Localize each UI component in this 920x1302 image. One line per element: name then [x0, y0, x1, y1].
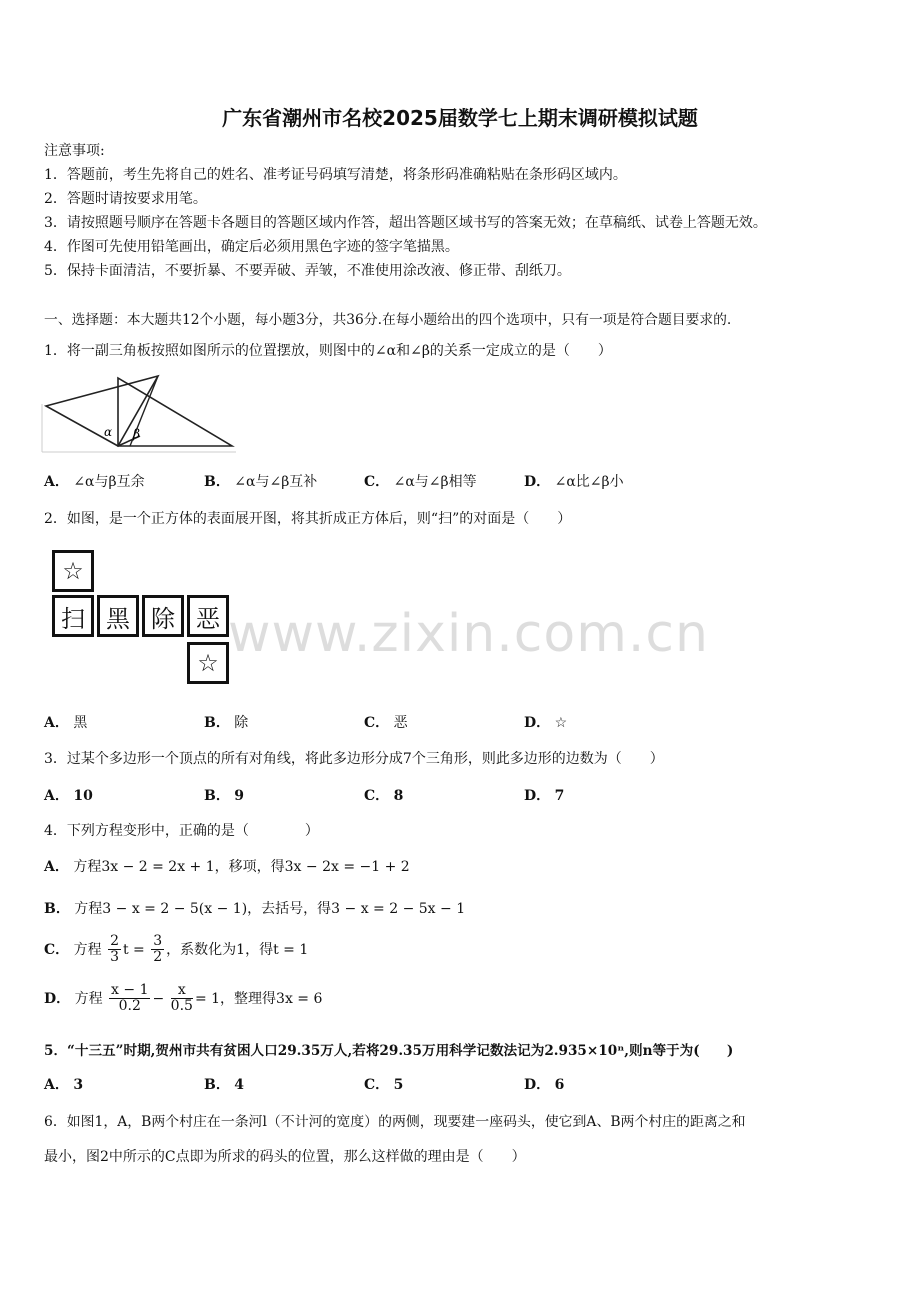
fraction: $\frac{x}{0.5}$ — [170, 982, 193, 1015]
cube-net — [52, 550, 238, 690]
notice-item: 4．作图可先使用铅笔画出，确定后必须用黑色字迹的签字笔描黑。 — [44, 239, 459, 255]
option-d[interactable]: D． 6 — [524, 1077, 565, 1093]
option-d[interactable]: D． ∠α比∠β小 — [524, 474, 624, 490]
option-b[interactable]: B． ∠α与∠β互补 — [204, 474, 318, 490]
option-c[interactable]: C． ∠α与∠β相等 — [364, 474, 477, 490]
option-d[interactable]: D． 7 — [524, 788, 565, 804]
option-c[interactable]: C． 方程 $\frac{2}{3}$ t = $\frac{3}{2}$ ，系数化为1，得t = 1 — [44, 933, 309, 966]
beta-label: β — [133, 427, 140, 441]
net-cell-e: 恶 — [187, 595, 229, 637]
option-a[interactable]: A． ∠α与β互余 — [44, 474, 145, 490]
fraction: $\frac{x - 1}{0.2}$ — [111, 982, 149, 1015]
option-d[interactable]: D． 方程 $\frac{x - 1}{0.2}$ − $\frac{x}{0.5}$ = 1，整理得3x = 6 — [44, 982, 323, 1015]
notice-heading: 注意事项: — [44, 143, 105, 159]
question-6-line-1: 6．如图1，A，B两个村庄在一条河l（不计河的宽度）的两侧，现要建一座码头，使它到A、B两个村庄的距离之和 — [44, 1114, 746, 1130]
question-5: 5．“十三五”时期,贺州市共有贫困人口29.35万人,若将29.35万用科学记数法记为2.935×10ⁿ,则n等于为( ) — [44, 1043, 734, 1059]
watermark: www.zixin.com.cn — [228, 604, 709, 664]
option-a[interactable]: A． 黑 — [44, 715, 88, 731]
alpha-label: α — [104, 425, 113, 439]
option-c[interactable]: C． 5 — [364, 1077, 404, 1093]
notice-item: 2．答题时请按要求用笔。 — [44, 191, 207, 207]
question-6-line-2: 最小，图2中所示的C点即为所求的码头的位置，那么这样做的理由是（ ） — [44, 1149, 526, 1165]
fraction: $\frac{3}{2}$ — [153, 933, 163, 966]
option-d[interactable]: D． ☆ — [524, 715, 568, 731]
option-b[interactable]: B． 4 — [204, 1077, 245, 1093]
question-3: 3．过某个多边形一个顶点的所有对角线，将此多边形分成7个三角形，则此多边形的边数为（ ） — [44, 751, 664, 767]
notice-item: 5．保持卡面清洁，不要折暴、不要弄破、弄皱，不准使用涂改液、修正带、刮纸刀。 — [44, 263, 571, 279]
question-4: 4．下列方程变形中，正确的是（ ） — [44, 823, 319, 839]
notice-item: 1．答题前，考生先将自己的姓名、准考证号码填写清楚，将条形码准确粘贴在条形码区域内。 — [44, 167, 627, 183]
option-c[interactable]: C． 8 — [364, 788, 404, 804]
page-title: 广东省潮州市名校2025届数学七上期末调研模拟试题 — [222, 106, 698, 130]
fraction: $\frac{2}{3}$ — [110, 933, 119, 966]
net-cell-chu: 除 — [142, 595, 184, 637]
option-a[interactable]: A． 3 — [44, 1077, 84, 1093]
section-heading: 一、选择题：本大题共12个小题，每小题3分，共36分.在每小题给出的四个选项中，只有一项是符合题目要求的. — [44, 312, 732, 328]
question-2: 2．如图，是一个正方体的表面展开图，将其折成正方体后，则“扫”的对面是（ ） — [44, 511, 572, 527]
notice-item: 3．请按照题号顺序在答题卡各题目的答题区域内作答，超出答题区域书写的答案无效；在草稿纸、试卷上答题无效。 — [44, 215, 767, 231]
triangle-figure — [40, 372, 240, 454]
net-cell-star-bottom: ☆ — [187, 642, 229, 684]
option-b[interactable]: B． 方程3 − x = 2 − 5(x − 1)，去括号，得3 − x = 2 − 5x − 1 — [44, 901, 466, 917]
net-cell-sao: 扫 — [52, 595, 94, 637]
option-b[interactable]: B． 除 — [204, 715, 249, 731]
net-cell-star-top: ☆ — [52, 550, 94, 592]
question-1: 1．将一副三角板按照如图所示的位置摆放，则图中的∠α和∠β的关系一定成立的是（ ） — [44, 343, 612, 359]
net-cell-hei: 黑 — [97, 595, 139, 637]
option-a[interactable]: A． 方程3x − 2 = 2x + 1，移项，得3x − 2x = −1 + 2 — [44, 859, 410, 875]
option-a[interactable]: A． 10 — [44, 788, 93, 804]
option-b[interactable]: B． 9 — [204, 788, 245, 804]
option-c[interactable]: C． 恶 — [364, 715, 408, 731]
